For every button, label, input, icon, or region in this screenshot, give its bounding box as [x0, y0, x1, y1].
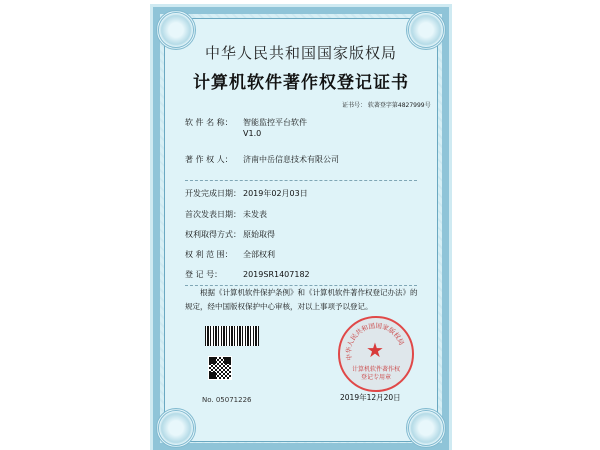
field-value: 全部权利 [243, 250, 275, 259]
field-rights-scope [185, 249, 275, 260]
software-version: V1.0 [243, 129, 262, 138]
field-copyright-owner [185, 154, 339, 165]
field-label: 软 件 名 称： [185, 118, 233, 127]
field-label: 权利取得方式： [185, 230, 241, 239]
field-acquisition-method [185, 229, 275, 240]
field-first-publication [185, 209, 267, 220]
field-value: 济南中岳信息技术有限公司 [243, 155, 339, 164]
field-registration-number [185, 269, 310, 280]
issue-date: 2019年12月20日 [340, 393, 401, 402]
qr-code-icon [208, 356, 232, 380]
certificate-number: 证书号： 软著登字第4827999号 [342, 102, 431, 109]
seal-line-1: 计算机软件著作权 [351, 366, 400, 373]
registration-statement: 根据《计算机软件保护条例》和《计算机软件著作权登记办法》的规定，经中国版权保护中心审核，对以上事项予以登记。 [185, 288, 418, 311]
field-value: 2019SR1407182 [243, 270, 310, 279]
official-seal [338, 316, 414, 392]
field-label: 权 利 范 围： [185, 250, 233, 259]
section-divider [185, 180, 417, 181]
serial-number: No. 05071226 [202, 396, 252, 404]
issuer-title: 中华人民共和国国家版权局 [204, 44, 397, 62]
seal-arc-label: 中华人民共和国国家版权局 [344, 321, 406, 362]
field-label: 开发完成日期： [185, 189, 241, 198]
corner-rosette-icon [156, 408, 196, 448]
field-value: 2019年02月03日 [243, 189, 308, 198]
field-completion-date [185, 188, 308, 199]
certificate-title: 计算机软件著作权登记证书 [193, 73, 409, 93]
field-software-name [185, 117, 307, 128]
field-label: 著 作 权 人： [185, 155, 233, 164]
field-label: 登 记 号： [185, 270, 223, 279]
field-label: 首次发表日期： [185, 210, 241, 219]
field-value: 智能监控平台软件 [243, 118, 307, 127]
star-icon: ★ [366, 338, 384, 362]
barcode-icon [205, 326, 259, 346]
corner-rosette-icon [406, 408, 446, 448]
certificate [150, 4, 452, 450]
field-value: 原始取得 [243, 230, 275, 239]
seal-line-2: 登记专用章 [360, 374, 391, 381]
field-value: 未发表 [243, 210, 267, 219]
